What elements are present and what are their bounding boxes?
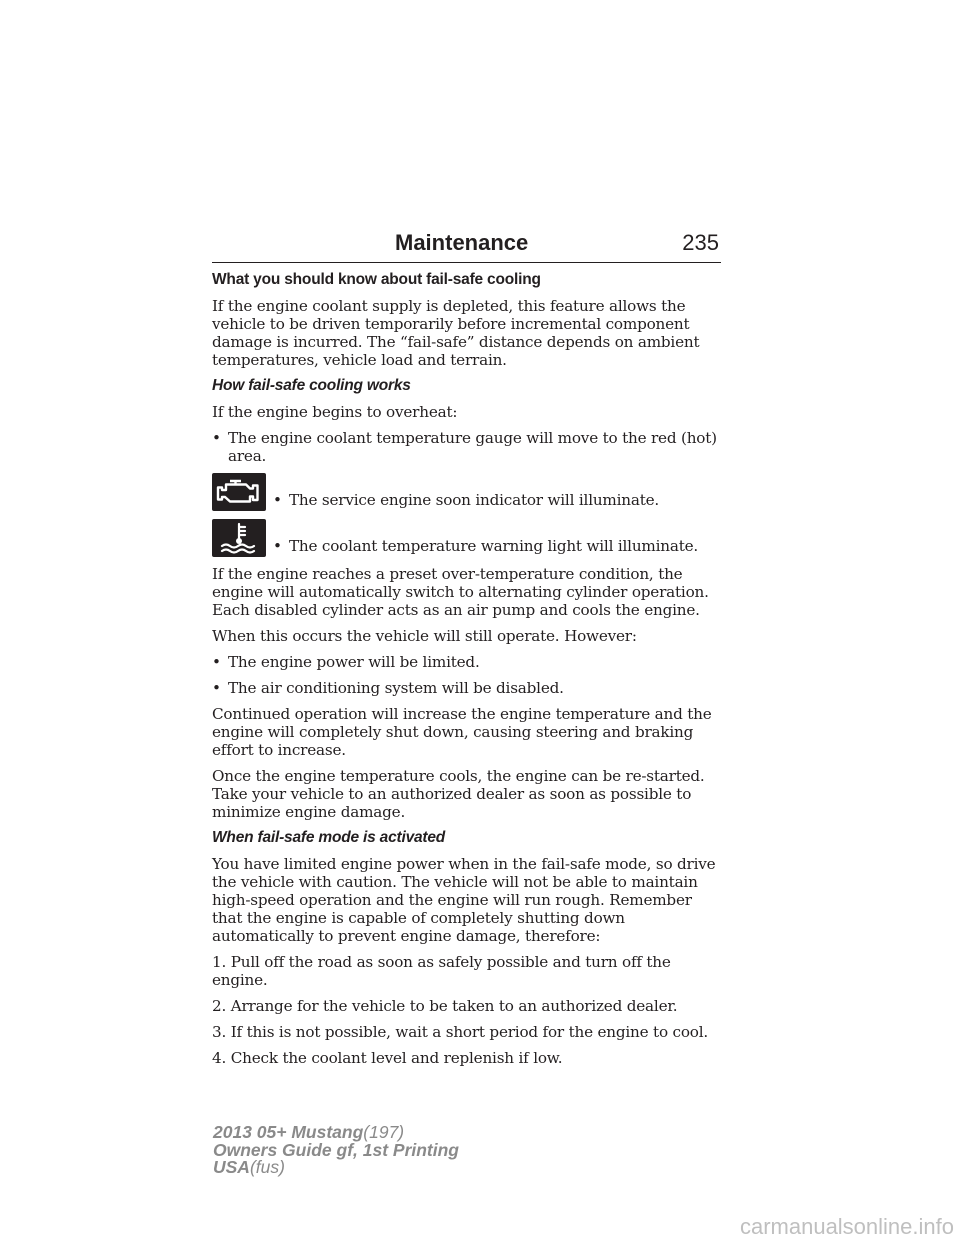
- paragraph: When this occurs the vehicle will still operate. However:: [212, 627, 637, 645]
- numbered-step: 4. Check the coolant level and replenish if low.: [212, 1049, 563, 1067]
- bullet-text: The coolant temperature warning light will illuminate.: [289, 537, 699, 555]
- watermark: carmanualsonline.info: [739, 1214, 954, 1239]
- bullet-text: The engine coolant temperature gauge will move to the red (hot) area.: [228, 429, 717, 465]
- numbered-step: 1. Pull off the road as soon as safely possible and turn off the engine.: [212, 953, 671, 989]
- numbered-step: 3. If this is not possible, wait a short period for the engine to cool.: [212, 1023, 709, 1041]
- page-number: 235: [682, 230, 719, 255]
- bullet-text: The air conditioning system will be disabled.: [228, 679, 564, 697]
- bullet-item: [273, 491, 659, 509]
- footer-code: (197): [363, 1122, 405, 1142]
- paragraph: Continued operation will increase the engine temperature and the engine will completely shut down, causing steering and braking effort to increase.: [212, 705, 712, 759]
- paragraph: Once the engine temperature cools, the engine can be re-started. Take your vehicle to an authorized dealer as soon as possible to minimize engine damage.: [212, 767, 705, 821]
- page-header: [212, 226, 721, 263]
- heading-how-it-works: How fail-safe cooling works: [212, 377, 411, 394]
- heading-when-activated: When fail-safe mode is activated: [212, 829, 446, 846]
- engine-icon: [212, 473, 266, 511]
- footer-line: [213, 1159, 459, 1177]
- bullet-text: The service engine soon indicator will illuminate.: [289, 491, 660, 509]
- numbered-step: 2. Arrange for the vehicle to be taken to an authorized dealer.: [212, 997, 678, 1015]
- bullet-dot: •: [212, 679, 221, 697]
- paragraph: If the engine reaches a preset over-temperature condition, the engine will automatically switch to alternating cylinder operation. Each disabled cylinder acts as an air pump and cools the engine.: [212, 565, 709, 619]
- paragraph: If the engine coolant supply is depleted, this feature allows the vehicle to be driven temporarily before incremental component damage is incurred. The “fail-safe” distance depends on ambient temperatures, vehicle load and terrain.: [212, 297, 700, 369]
- footer-model: 2013 05+ Mustang: [213, 1122, 364, 1142]
- content: [212, 271, 724, 1075]
- icon-bullet-row: [212, 473, 724, 511]
- paragraph: If the engine begins to overheat:: [212, 403, 458, 421]
- bullet-item: [212, 429, 724, 465]
- bullet-dot: •: [212, 653, 221, 671]
- paragraph: You have limited engine power when in the fail-safe mode, so drive the vehicle with caution. The vehicle will not be able to maintain high-speed operation and the engine will run rough. Remember that the engine is capable of completely shutting down automatically to prevent engine damage, therefore:: [212, 855, 716, 945]
- bullet-item: [212, 679, 724, 697]
- bullet-text: The engine power will be limited.: [228, 653, 480, 671]
- icon-bullet-row: [212, 519, 724, 557]
- section-title: Maintenance: [395, 230, 529, 255]
- bullet-dot: •: [273, 491, 282, 509]
- heading-failsafe-cooling: What you should know about fail-safe cooling: [212, 271, 541, 288]
- bullet-dot: •: [273, 537, 282, 555]
- coolant-temperature-icon: [212, 519, 266, 557]
- bullet-dot: •: [212, 429, 221, 447]
- bullet-item: [212, 653, 724, 671]
- footer-guide: Owners Guide gf, 1st Printing: [213, 1139, 459, 1160]
- footer-region-code: (fus): [249, 1157, 285, 1177]
- bullet-item: [273, 537, 698, 555]
- footer-region: USA: [213, 1157, 250, 1177]
- document-footer: [213, 1124, 459, 1177]
